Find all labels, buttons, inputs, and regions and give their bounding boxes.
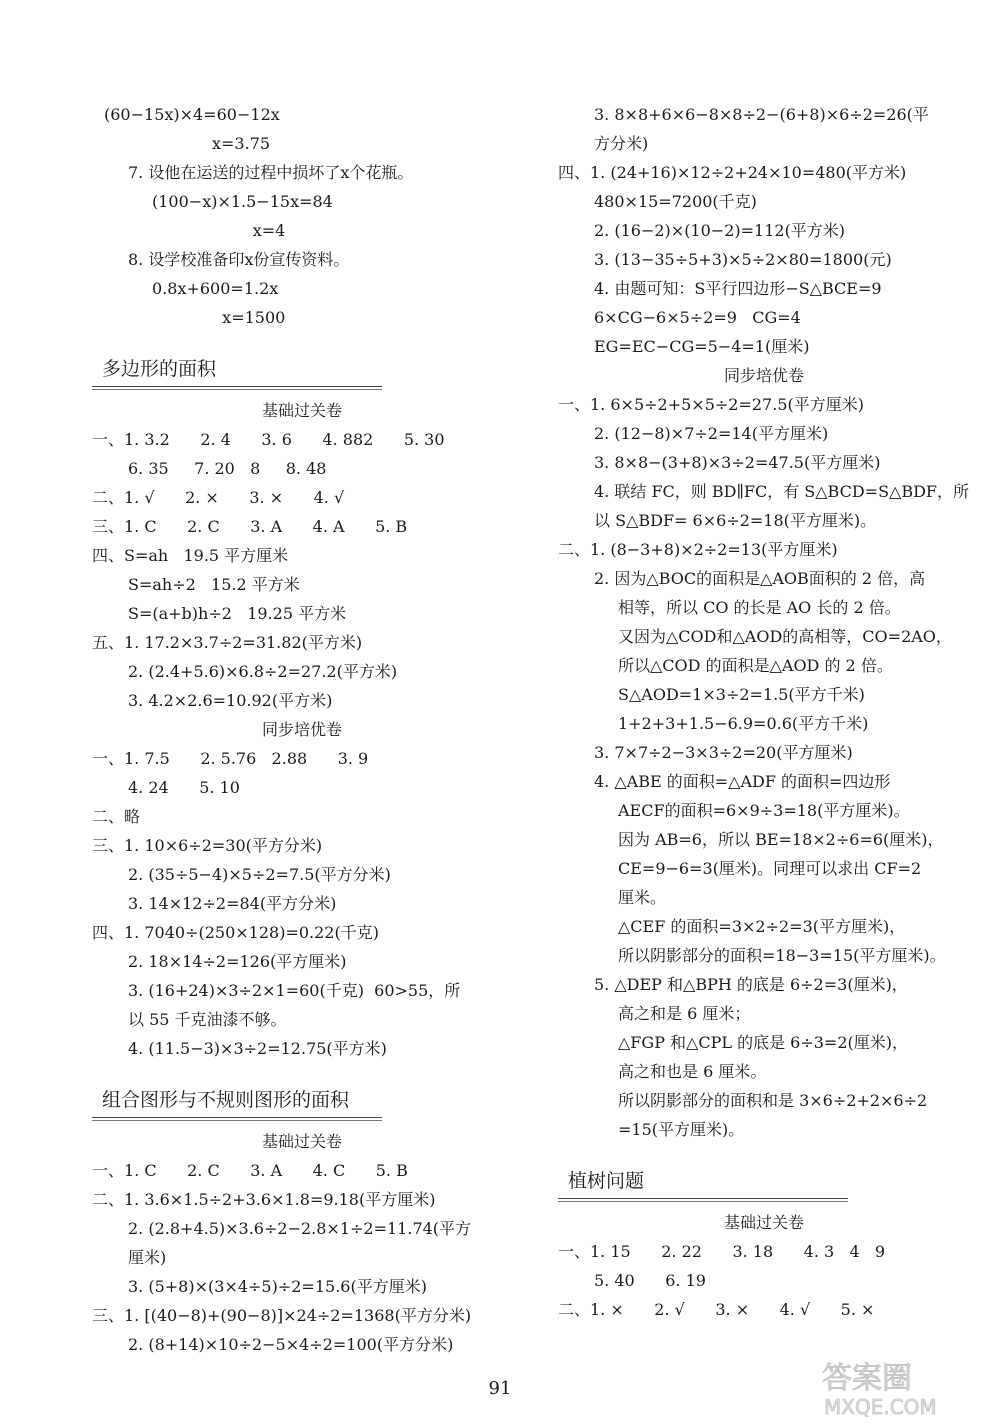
section-title: 组合图形与不规则图形的面积 (102, 1089, 350, 1111)
answer-line: 3. 14×12÷2=84(平方分米) (128, 894, 337, 913)
answer-line: 2. (2.8+4.5)×3.6÷2−2.8×1÷2=11.74(平方 (128, 1219, 472, 1238)
answer-line: 2. (8+14)×10÷2−5×4÷2=100(平方分米) (128, 1335, 454, 1354)
svg-text:MXQE.COM: MXQE.COM (824, 1395, 937, 1418)
answer-line: 所以△COD 的面积是△AOD 的 2 倍。 (618, 656, 893, 675)
answer-line: 4. 24 5. 10 (128, 778, 240, 797)
answer-line: 2. (35÷5−4)×5÷2=7.5(平方分米) (128, 865, 391, 884)
answer-line: (100−x)×1.5−15x=84 (152, 192, 333, 211)
answer-line: 一、1. 15 2. 22 3. 18 4. 3 4 9 (558, 1242, 886, 1261)
watermark-logo (818, 1354, 988, 1418)
answer-line: S=(a+b)h÷2 19.25 平方米 (128, 604, 347, 623)
answer-line: 方分米) (594, 134, 649, 153)
answer-line: 6×CG−6×5÷2=9 CG=4 (594, 308, 801, 327)
answer-line: 厘米。 (618, 888, 667, 907)
answer-line: 2. (12−8)×7÷2=14(平方厘米) (594, 424, 829, 443)
answer-line: 二、略 (92, 807, 141, 826)
answer-line: 4. △ABE 的面积=△ADF 的面积=四边形 (594, 772, 891, 791)
answer-line: 高之和也是 6 厘米。 (618, 1062, 767, 1081)
answer-line: 5. 40 6. 19 (594, 1271, 706, 1290)
answer-line: 6. 35 7. 20 8 8. 48 (128, 459, 327, 478)
answer-line: 厘米) (128, 1248, 167, 1267)
answer-line: 四、1. 7040÷(250×128)=0.22(千克) (92, 923, 379, 942)
answer-line: AECF的面积=6×9÷3=18(平方厘米)。 (618, 801, 910, 820)
answer-line: 一、1. 6×5÷2+5×5÷2=27.5(平方厘米) (558, 395, 864, 414)
answer-line: 3. (5+8)×(3×4÷5)÷2=15.6(平方厘米) (128, 1277, 427, 1296)
answer-line: x=1500 (212, 308, 286, 327)
answer-line: 四、1. (24+16)×12÷2+24×10=480(平方米) (558, 163, 907, 182)
section-rule (92, 389, 382, 390)
subsection-title: 基础过关卷 (261, 401, 342, 420)
section-heading (558, 1166, 970, 1202)
left-column (92, 100, 512, 1359)
answer-line: 二、1. × 2. √ 3. × 4. √ 5. × (558, 1300, 875, 1319)
answer-line: 五、1. 17.2×3.7÷2=31.82(平方米) (92, 633, 363, 652)
answer-line: 480×15=7200(千克) (594, 192, 757, 211)
answer-line: S=ah÷2 15.2 平方米 (128, 575, 300, 594)
subsection-title: 基础过关卷 (723, 1213, 804, 1232)
answer-line: 2. 18×14÷2=126(平方厘米) (128, 952, 347, 971)
answer-line: x=4 (212, 221, 286, 240)
answer-line: 2. (16−2)×(10−2)=112(平方米) (594, 221, 846, 240)
section-rule (558, 1201, 848, 1202)
answer-line: 3. 7×7÷2−3×3÷2=20(平方厘米) (594, 743, 853, 762)
answer-line: 二、1. 3.6×1.5÷2+3.6×1.8=9.18(平方厘米) (92, 1190, 436, 1209)
right-column (558, 100, 970, 1324)
answer-line: 4. 由题可知：S平行四边形−S△BCE=9 (594, 279, 882, 298)
answer-line: x=3.75 (212, 134, 271, 153)
answer-line: 又因为△COD和△AOD的高相等，CO=2AO， (618, 627, 952, 646)
answer-line: 3. 4.2×2.6=10.92(平方米) (128, 691, 333, 710)
answer-line: CE=9−6=3(厘米)。同理可以求出 CF=2 (618, 859, 922, 878)
answer-line: 1+2+3+1.5−6.9=0.6(平方千米) (618, 714, 869, 733)
answer-line: 三、1. C 2. C 3. A 4. A 5. B (92, 517, 408, 536)
subsection-title: 同步培优卷 (261, 720, 342, 739)
answer-line: 4. 联结 FC，则 BD∥FC，有 S△BCD=S△BDF，所 (594, 482, 970, 501)
answer-line: 0.8x+600=1.2x (152, 279, 279, 298)
answer-line: 以 55 千克油漆不够。 (128, 1010, 287, 1029)
answer-line: 高之和是 6 厘米； (618, 1004, 751, 1023)
answer-line: 因为 AB=6，所以 BE=18×2÷6=6(厘米)， (618, 830, 944, 849)
section-title: 多边形的面积 (102, 358, 217, 380)
answer-line: 3. (13−35÷5+3)×5÷2×80=1800(元) (594, 250, 892, 269)
answer-line: 8. 设学校准备印x份宣传资料。 (128, 250, 350, 269)
answer-line: 所以阴影部分的面积和是 3×6÷2+2×6÷2 (618, 1091, 928, 1110)
answer-line: (60−15x)×4=60−12x (104, 105, 280, 124)
answer-line: 2. 因为△BOC的面积是△AOB面积的 2 倍，高 (594, 569, 926, 588)
section-rule (92, 1120, 382, 1121)
answer-line: 二、1. (8−3+8)×2÷2=13(平方厘米) (558, 540, 838, 559)
page-number: 91 (488, 1378, 512, 1399)
answer-line: 5. △DEP 和△BPH 的底是 6÷2=3(厘米)， (594, 975, 908, 994)
answer-line: 3. (16+24)×3÷2×1=60(千克) 60>55，所 (128, 981, 461, 1000)
section-title: 植树问题 (568, 1170, 645, 1192)
section-rule (92, 386, 382, 387)
answer-line: 2. (2.4+5.6)×6.8÷2=27.2(平方米) (128, 662, 398, 681)
section-rule (558, 1198, 848, 1199)
answer-line: 4. (11.5−3)×3÷2=12.75(平方米) (128, 1039, 387, 1058)
section-heading (92, 1085, 512, 1121)
answer-line: 3. 8×8+6×6−8×8÷2−(6+8)×6÷2=26(平 (594, 105, 929, 124)
section-heading (92, 354, 512, 390)
answer-line: 四、S=ah 19.5 平方厘米 (92, 546, 289, 565)
answer-line: 三、1. 10×6÷2=30(平方分米) (92, 836, 323, 855)
answer-line: 二、1. √ 2. × 3. × 4. √ (92, 488, 345, 507)
subsection-title: 同步培优卷 (723, 366, 804, 385)
subsection-title: 基础过关卷 (261, 1132, 342, 1151)
section-rule (92, 1117, 382, 1118)
answer-line: 一、1. C 2. C 3. A 4. C 5. B (92, 1161, 408, 1180)
answer-line: 3. 8×8−(3+8)×3÷2=47.5(平方厘米) (594, 453, 881, 472)
answer-line: 7. 设他在运送的过程中损坏了x个花瓶。 (128, 163, 414, 182)
svg-text:答案圈: 答案圈 (822, 1361, 912, 1396)
answer-line: 三、1. [(40−8)+(90−8)]×24÷2=1368(平方分米) (92, 1306, 472, 1325)
answer-line: 所以阴影部分的面积=18−3=15(平方厘米)。 (618, 946, 946, 965)
answer-line: 以 S△BDF= 6×6÷2=18(平方厘米)。 (594, 511, 877, 530)
answer-line: 一、1. 7.5 2. 5.76 2.88 3. 9 (92, 749, 369, 768)
answer-line: 相等，所以 CO 的长是 AO 长的 2 倍。 (618, 598, 901, 617)
answer-line: =15(平方厘米)。 (618, 1120, 745, 1139)
answer-line: EG=EC−CG=5−4=1(厘米) (594, 337, 810, 356)
answer-line: 一、1. 3.2 2. 4 3. 6 4. 882 5. 30 (92, 430, 445, 449)
answer-line: △FGP 和△CPL 的底是 6÷3=2(厘米)， (618, 1033, 908, 1052)
answer-line: △CEF 的面积=3×2÷2=3(平方厘米)， (618, 917, 906, 936)
answer-line: S△AOD=1×3÷2=1.5(平方千米) (618, 685, 865, 704)
